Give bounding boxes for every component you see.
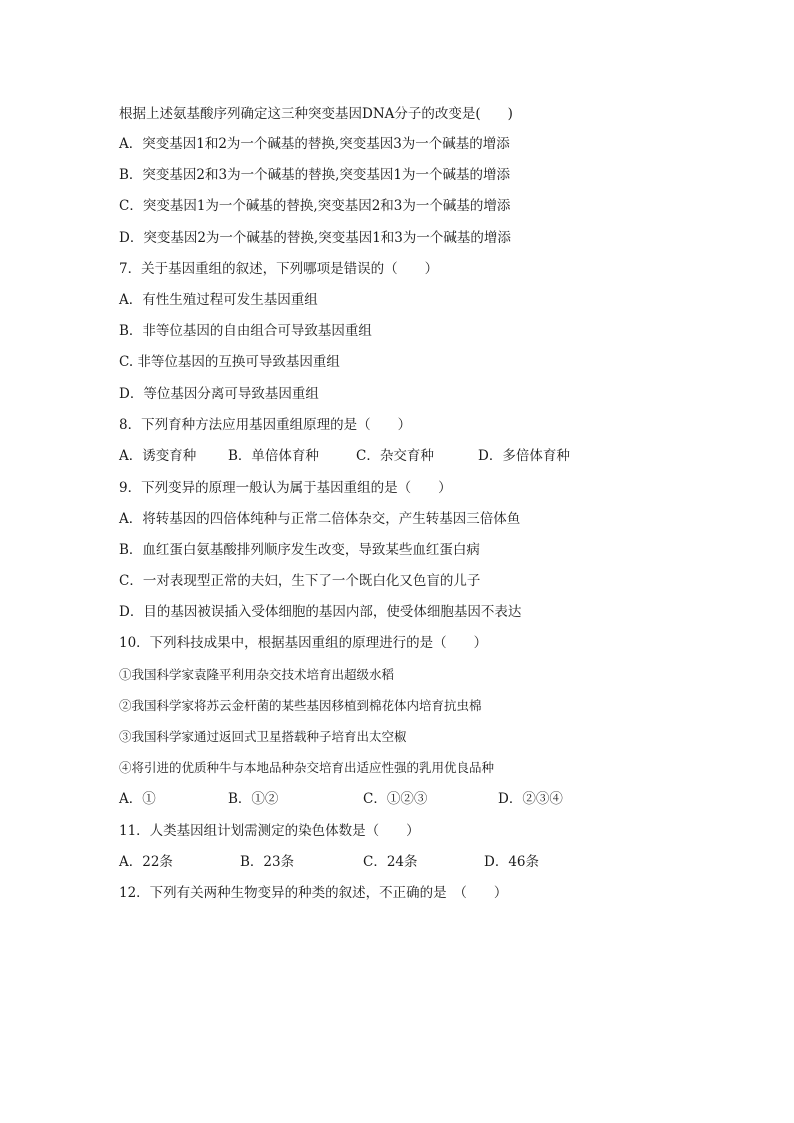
q10-item-3: ③我国科学家通过返回式卫星搭载种子培育出太空椒 [119,729,407,744]
q7-option-b: B．非等位基因的自由组合可导致基因重组 [119,323,372,339]
q11-option-d: D．46条 [484,854,540,870]
q8-option-c: C．杂交育种 [356,448,434,464]
q8-option-d: D．多倍体育种 [478,448,570,464]
option-d: D．突变基因2为一个碱基的替换,突变基因1和3为一个碱基的增添 [119,230,511,246]
option-a: A．突变基因1和2为一个碱基的替换,突变基因3为一个碱基的增添 [119,136,510,152]
q7-option-d: D．等位基因分离可导致基因重组 [119,386,319,402]
q10-item-2: ②我国科学家将苏云金杆菌的某些基因移植到棉花体内培育抗虫棉 [119,698,482,713]
q11-option-b: B．23条 [240,854,295,870]
q10-option-a: A．① [119,791,156,807]
q8-option-b: B．单倍体育种 [228,448,319,464]
question-12-stem: 12．下列有关两种生物变异的种类的叙述，不正确的是 （ ） [119,885,508,901]
q9-option-a: A．将转基因的四倍体纯种与正常二倍体杂交，产生转基因三倍体鱼 [119,511,521,527]
q11-option-c: C．24条 [363,854,418,870]
q8-option-a: A．诱变育种 [119,448,197,464]
question-10-stem: 10．下列科技成果中，根据基因重组的原理进行的是（ ） [119,635,488,651]
question-11-stem: 11．人类基因组计划需测定的染色体数是（ ） [119,823,420,839]
q7-option-a: A．有性生殖过程可发生基因重组 [119,292,318,308]
q9-option-b: B．血红蛋白氨基酸排列顺序发生改变，导致某些血红蛋白病 [119,542,480,558]
question-stem: 根据上述氨基酸序列确定这三种突变基因DNA分子的改变是( ) [119,106,513,122]
q11-option-a: A．22条 [119,854,173,870]
question-9-stem: 9．下列变异的原理一般认为属于基因重组的是（ ） [119,480,452,496]
option-c: C．突变基因1为一个碱基的替换,突变基因2和3为一个碱基的增添 [119,198,511,214]
q10-item-4: ④将引进的优质种牛与本地品种杂交培育出适应性强的乳用优良品种 [119,760,495,775]
question-7-stem: 7．关于基因重组的叙述，下列哪项是错误的（ ） [119,261,439,277]
q10-option-b: B．①② [228,791,279,807]
q10-item-1: ①我国科学家袁隆平利用杂交技术培育出超级水稻 [119,667,395,682]
option-b: B．突变基因2和3为一个碱基的替换,突变基因1为一个碱基的增添 [119,167,510,183]
q10-option-c: C．①②③ [363,791,428,807]
q9-option-c: C．一对表现型正常的夫妇，生下了一个既白化又色盲的儿子 [119,573,481,589]
question-8-stem: 8．下列育种方法应用基因重组原理的是（ ） [119,417,412,433]
q10-option-d: D．②③④ [498,791,563,807]
q9-option-d: D．目的基因被误插入受体细胞的基因内部，使受体细胞基因不表达 [119,604,522,620]
q7-option-c: C. 非等位基因的互换可导致基因重组 [119,354,340,370]
